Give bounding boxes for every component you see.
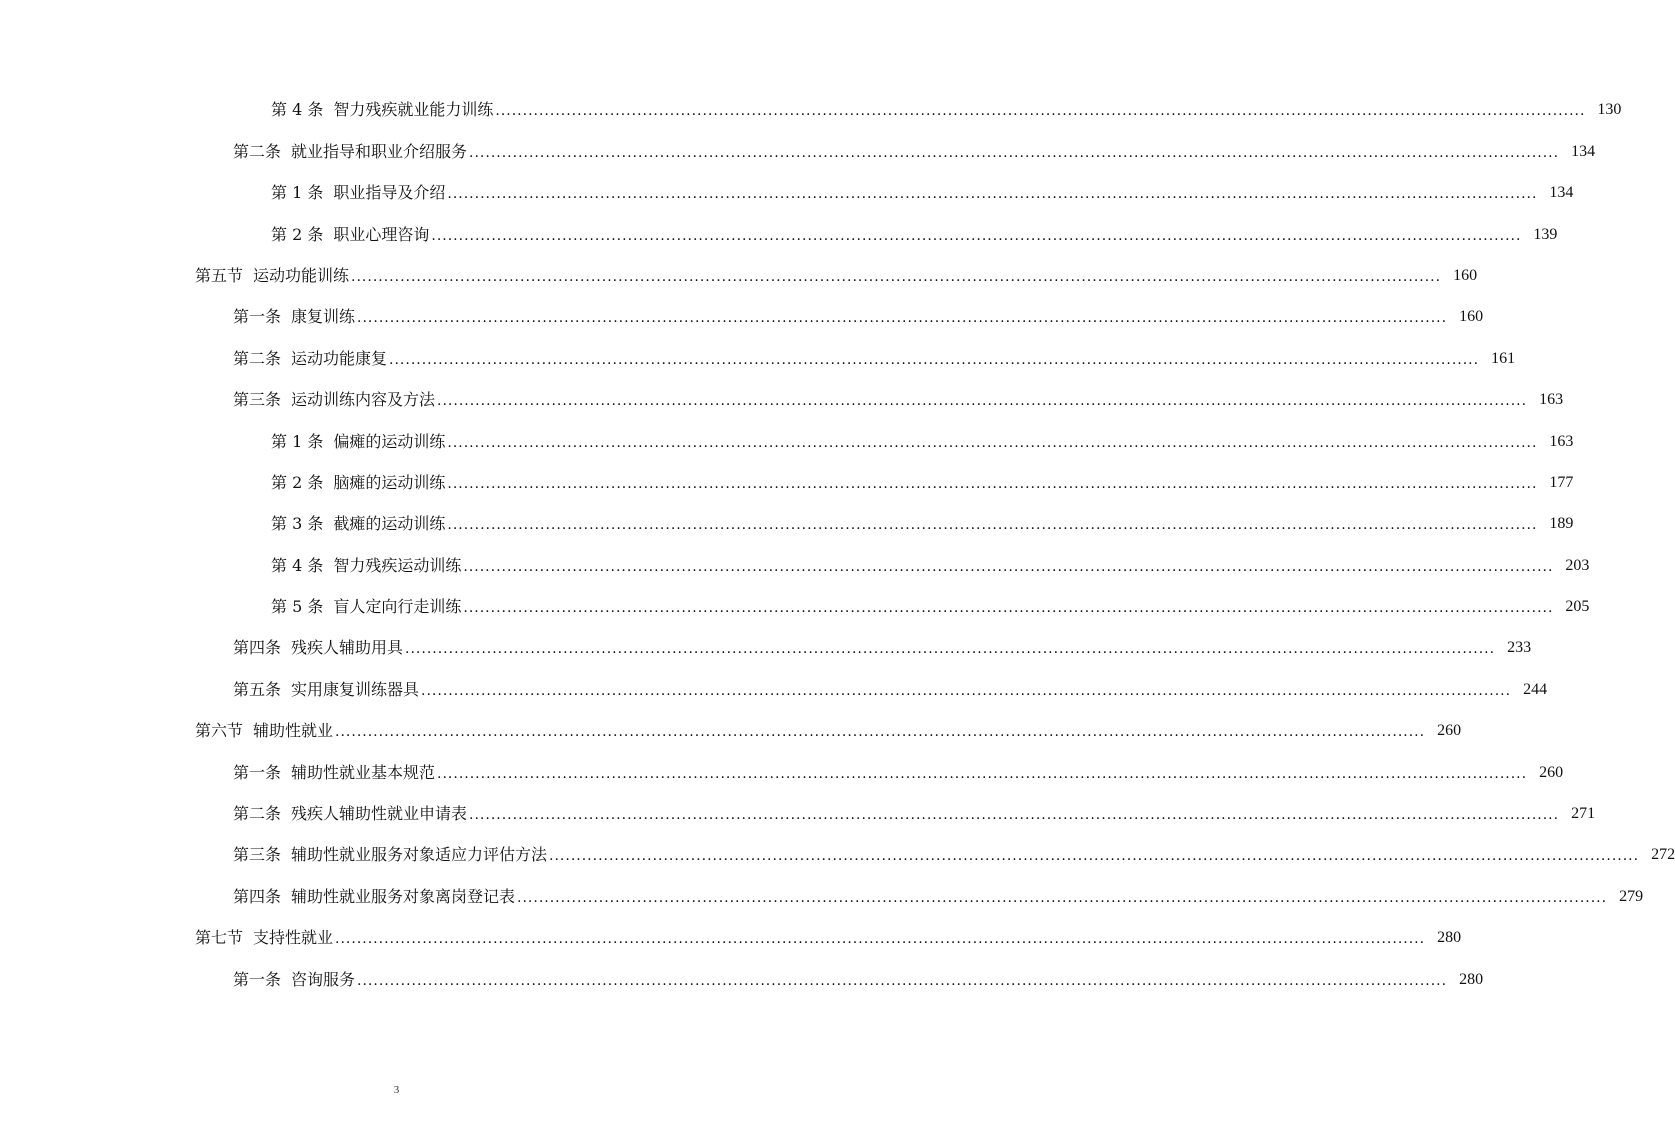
toc-entry-number: 第一条	[233, 762, 282, 782]
toc-entry[interactable]	[0, 667, 1548, 708]
toc-entry-number: 第二条	[233, 348, 282, 368]
toc-entry-page: 233	[1507, 639, 1532, 657]
table-of-contents	[0, 88, 1675, 999]
toc-entry[interactable]	[0, 709, 1462, 750]
toc-dot-leader: ........................................................................................................................................................................................................	[517, 889, 1608, 906]
toc-entry-number: 第 1 条	[271, 431, 324, 451]
toc-entry[interactable]	[0, 295, 1484, 336]
toc-entry[interactable]	[0, 833, 1675, 874]
toc-entry-title: 残疾人辅助性就业申请表	[291, 804, 468, 824]
toc-dot-leader: ........................................................................................................................................................................................................	[549, 848, 1640, 865]
toc-dot-leader: ........................................................................................................................................................................................................	[405, 641, 1496, 658]
toc-entry-number: 第 3 条	[271, 514, 324, 534]
toc-entry-page: 260	[1539, 763, 1564, 781]
toc-entry[interactable]	[0, 792, 1596, 833]
toc-entry-page: 161	[1491, 349, 1516, 367]
toc-entry-page: 130	[1597, 101, 1622, 119]
page-number: 3	[393, 1084, 400, 1096]
toc-entry-title: 职业心理咨询	[333, 224, 430, 244]
toc-dot-leader: ........................................................................................................................................................................................................	[469, 144, 1560, 161]
toc-entry-page: 134	[1549, 184, 1574, 202]
toc-entry-page: 205	[1565, 598, 1590, 616]
toc-entry-number: 第 4 条	[271, 555, 324, 575]
toc-entry-page: 189	[1549, 515, 1574, 533]
toc-entry-title: 运动功能康复	[291, 348, 388, 368]
toc-entry[interactable]	[0, 874, 1644, 915]
toc-entry[interactable]	[0, 378, 1564, 419]
toc-entry-page: 280	[1459, 970, 1484, 988]
toc-entry-page: 163	[1539, 391, 1564, 409]
toc-dot-leader: ........................................................................................................................................................................................................	[447, 475, 1538, 492]
toc-entry-number: 第二条	[233, 141, 282, 161]
toc-dot-leader: ........................................................................................................................................................................................................	[335, 931, 1426, 948]
toc-entry[interactable]	[0, 88, 1622, 129]
toc-entry-title: 支持性就业	[253, 928, 334, 948]
toc-entry-title: 残疾人辅助用具	[291, 638, 404, 658]
toc-entry-number: 第 2 条	[271, 224, 324, 244]
toc-entry[interactable]	[0, 336, 1516, 377]
toc-entry[interactable]	[0, 585, 1590, 626]
toc-entry[interactable]	[0, 129, 1596, 170]
toc-dot-leader: ........................................................................................................................................................................................................	[469, 807, 1560, 824]
toc-entry[interactable]	[0, 626, 1532, 667]
toc-entry[interactable]	[0, 171, 1574, 212]
toc-entry[interactable]	[0, 254, 1478, 295]
toc-dot-leader: ........................................................................................................................................................................................................	[463, 600, 1554, 617]
toc-entry-title: 偏瘫的运动训练	[333, 431, 446, 451]
toc-entry-title: 智力残疾运动训练	[333, 555, 462, 575]
toc-entry[interactable]	[0, 543, 1590, 584]
toc-entry-number: 第三条	[233, 390, 282, 410]
toc-dot-leader: ........................................................................................................................................................................................................	[447, 434, 1538, 451]
toc-entry-page: 279	[1619, 887, 1644, 905]
toc-dot-leader: ........................................................................................................................................................................................................	[437, 393, 1528, 410]
toc-entry-title: 实用康复训练器具	[291, 679, 420, 699]
toc-dot-leader: ........................................................................................................................................................................................................	[421, 682, 1512, 699]
toc-entry-title: 运动功能训练	[253, 265, 350, 285]
toc-entry[interactable]	[0, 502, 1574, 543]
toc-entry-page: 177	[1549, 473, 1574, 491]
toc-entry-title: 咨询服务	[291, 969, 356, 989]
toc-entry-title: 智力残疾就业能力训练	[333, 100, 494, 120]
toc-entry[interactable]	[0, 750, 1564, 791]
toc-entry-page: 272	[1651, 846, 1675, 864]
toc-entry-number: 第 4 条	[271, 100, 324, 120]
toc-dot-leader: ........................................................................................................................................................................................................	[463, 558, 1554, 575]
toc-entry-page: 163	[1549, 432, 1574, 450]
toc-entry[interactable]	[0, 461, 1574, 502]
toc-entry-page: 139	[1533, 225, 1558, 243]
toc-dot-leader: ........................................................................................................................................................................................................	[447, 517, 1538, 534]
toc-dot-leader: ........................................................................................................................................................................................................	[335, 724, 1426, 741]
toc-entry-number: 第五条	[233, 679, 282, 699]
toc-entry-page: 260	[1437, 722, 1462, 740]
toc-entry-title: 盲人定向行走训练	[333, 597, 462, 617]
toc-dot-leader: ........................................................................................................................................................................................................	[389, 351, 1480, 368]
toc-dot-leader: ........................................................................................................................................................................................................	[431, 227, 1522, 244]
toc-entry-title: 就业指导和职业介绍服务	[291, 141, 468, 161]
toc-entry-title: 运动训练内容及方法	[291, 390, 436, 410]
toc-entry[interactable]	[0, 419, 1574, 460]
toc-entry-page: 280	[1437, 929, 1462, 947]
toc-dot-leader: ........................................................................................................................................................................................................	[357, 310, 1448, 327]
toc-entry-page: 271	[1571, 805, 1596, 823]
toc-entry-title: 辅助性就业基本规范	[291, 762, 436, 782]
toc-entry-number: 第 5 条	[271, 597, 324, 617]
toc-entry-number: 第六节	[195, 721, 244, 741]
toc-entry-title: 辅助性就业	[253, 721, 334, 741]
toc-entry-title: 职业指导及介绍	[333, 183, 446, 203]
toc-entry[interactable]	[0, 957, 1484, 998]
toc-entry-page: 244	[1523, 680, 1548, 698]
toc-entry-number: 第 2 条	[271, 472, 324, 492]
toc-dot-leader: ........................................................................................................................................................................................................	[437, 765, 1528, 782]
toc-dot-leader: ........................................................................................................................................................................................................	[495, 103, 1586, 120]
toc-entry-number: 第七节	[195, 928, 244, 948]
toc-entry-number: 第 1 条	[271, 183, 324, 203]
toc-entry-page: 160	[1459, 308, 1484, 326]
toc-entry-title: 脑瘫的运动训练	[333, 472, 446, 492]
toc-dot-leader: ........................................................................................................................................................................................................	[357, 972, 1448, 989]
toc-entry-page: 203	[1565, 556, 1590, 574]
toc-entry[interactable]	[0, 212, 1558, 253]
toc-entry-page: 160	[1453, 266, 1478, 284]
toc-entry-page: 134	[1571, 142, 1596, 160]
toc-entry-number: 第二条	[233, 804, 282, 824]
toc-entry[interactable]	[0, 916, 1462, 957]
toc-entry-title: 辅助性就业服务对象适应力评估方法	[291, 845, 548, 865]
toc-entry-number: 第四条	[233, 638, 282, 658]
toc-dot-leader: ........................................................................................................................................................................................................	[351, 268, 1442, 285]
toc-entry-title: 康复训练	[291, 307, 356, 327]
toc-entry-title: 截瘫的运动训练	[333, 514, 446, 534]
toc-entry-title: 辅助性就业服务对象离岗登记表	[291, 886, 516, 906]
toc-entry-number: 第一条	[233, 307, 282, 327]
toc-entry-number: 第四条	[233, 886, 282, 906]
toc-entry-number: 第五节	[195, 265, 244, 285]
toc-entry-number: 第三条	[233, 845, 282, 865]
toc-entry-number: 第一条	[233, 969, 282, 989]
toc-dot-leader: ........................................................................................................................................................................................................	[447, 186, 1538, 203]
